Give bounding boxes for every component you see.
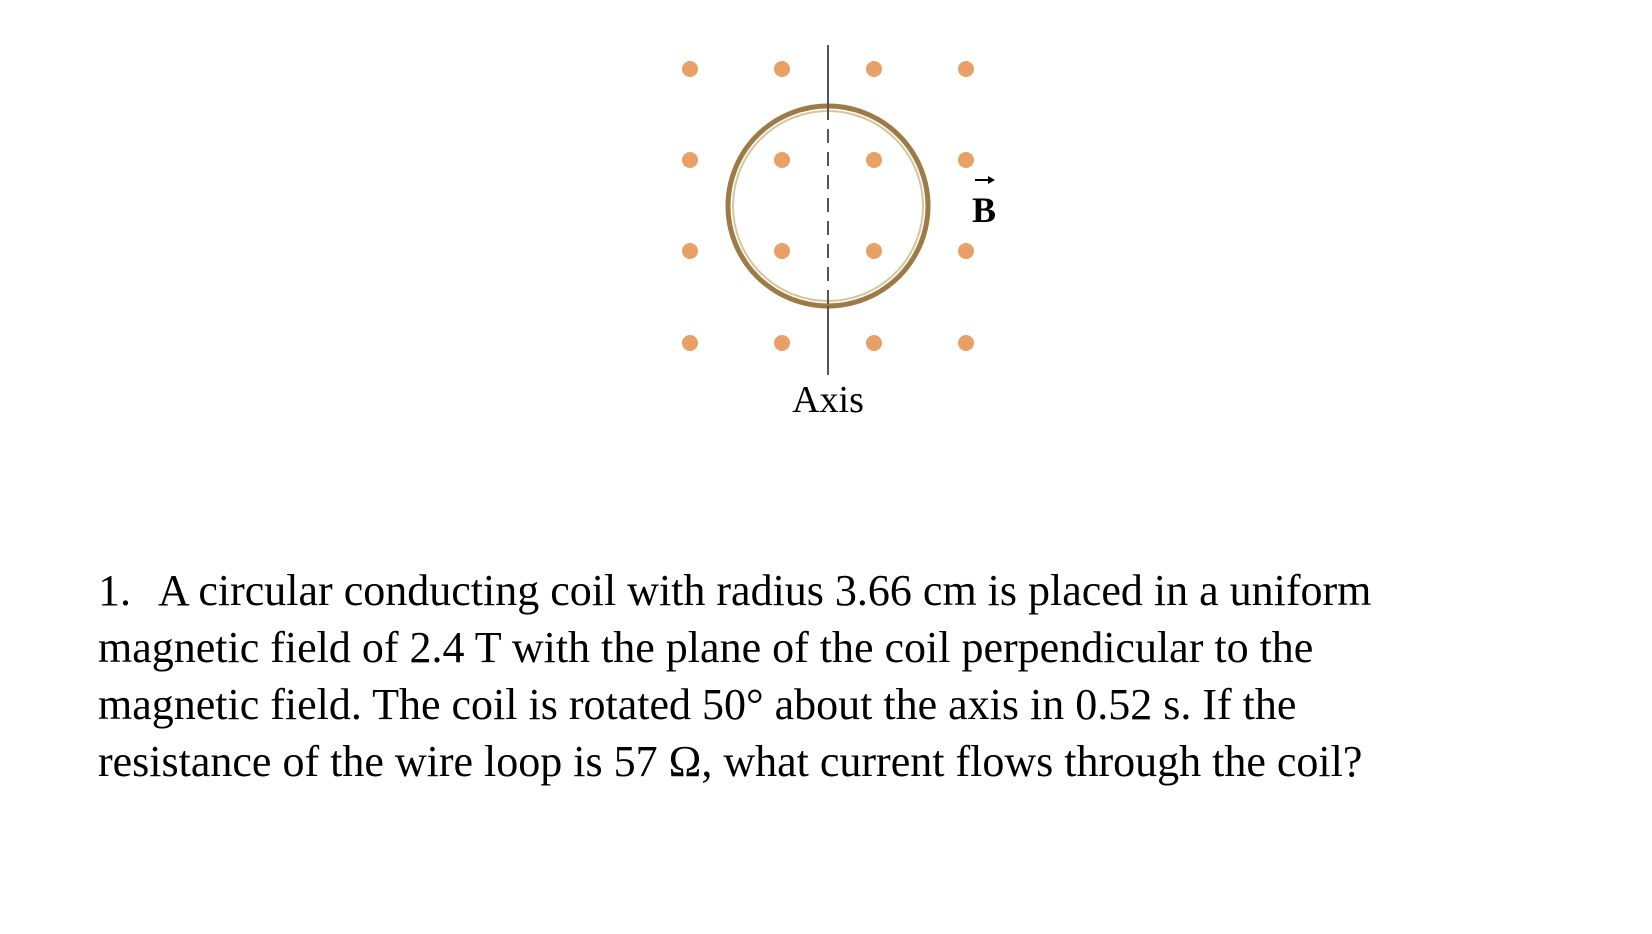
coil-field-diagram bbox=[0, 0, 1652, 460]
field-label bbox=[972, 176, 996, 230]
field-dot bbox=[866, 61, 882, 77]
field-dot bbox=[958, 61, 974, 77]
question-text bbox=[98, 562, 1618, 790]
field-dot bbox=[682, 335, 698, 351]
vector-arrow-icon bbox=[975, 176, 995, 184]
field-dot bbox=[682, 152, 698, 168]
question-line-1: 1. A circular conducting coil with radius 3.66 cm is placed in a uniform bbox=[98, 562, 1618, 619]
question-line-2: magnetic field of 2.4 T with the plane of the coil perpendicular to the bbox=[98, 623, 1314, 672]
question-number: 1. bbox=[98, 566, 131, 615]
field-dot bbox=[682, 61, 698, 77]
field-dot bbox=[958, 152, 974, 168]
field-dot bbox=[774, 335, 790, 351]
field-dot bbox=[774, 61, 790, 77]
field-dot bbox=[774, 152, 790, 168]
field-dot bbox=[866, 335, 882, 351]
field-dot bbox=[774, 243, 790, 259]
field-dot bbox=[682, 243, 698, 259]
field-dot bbox=[958, 243, 974, 259]
question-line-4: resistance of the wire loop is 57 Ω, what current flows through the coil? bbox=[98, 737, 1363, 786]
field-dot bbox=[958, 335, 974, 351]
field-dot bbox=[866, 152, 882, 168]
question-line-3: magnetic field. The coil is rotated 50° about the axis in 0.52 s. If the bbox=[98, 680, 1297, 729]
axis-label: Axis bbox=[792, 379, 864, 421]
field-dot bbox=[866, 243, 882, 259]
field-vector-label: B bbox=[971, 190, 997, 230]
